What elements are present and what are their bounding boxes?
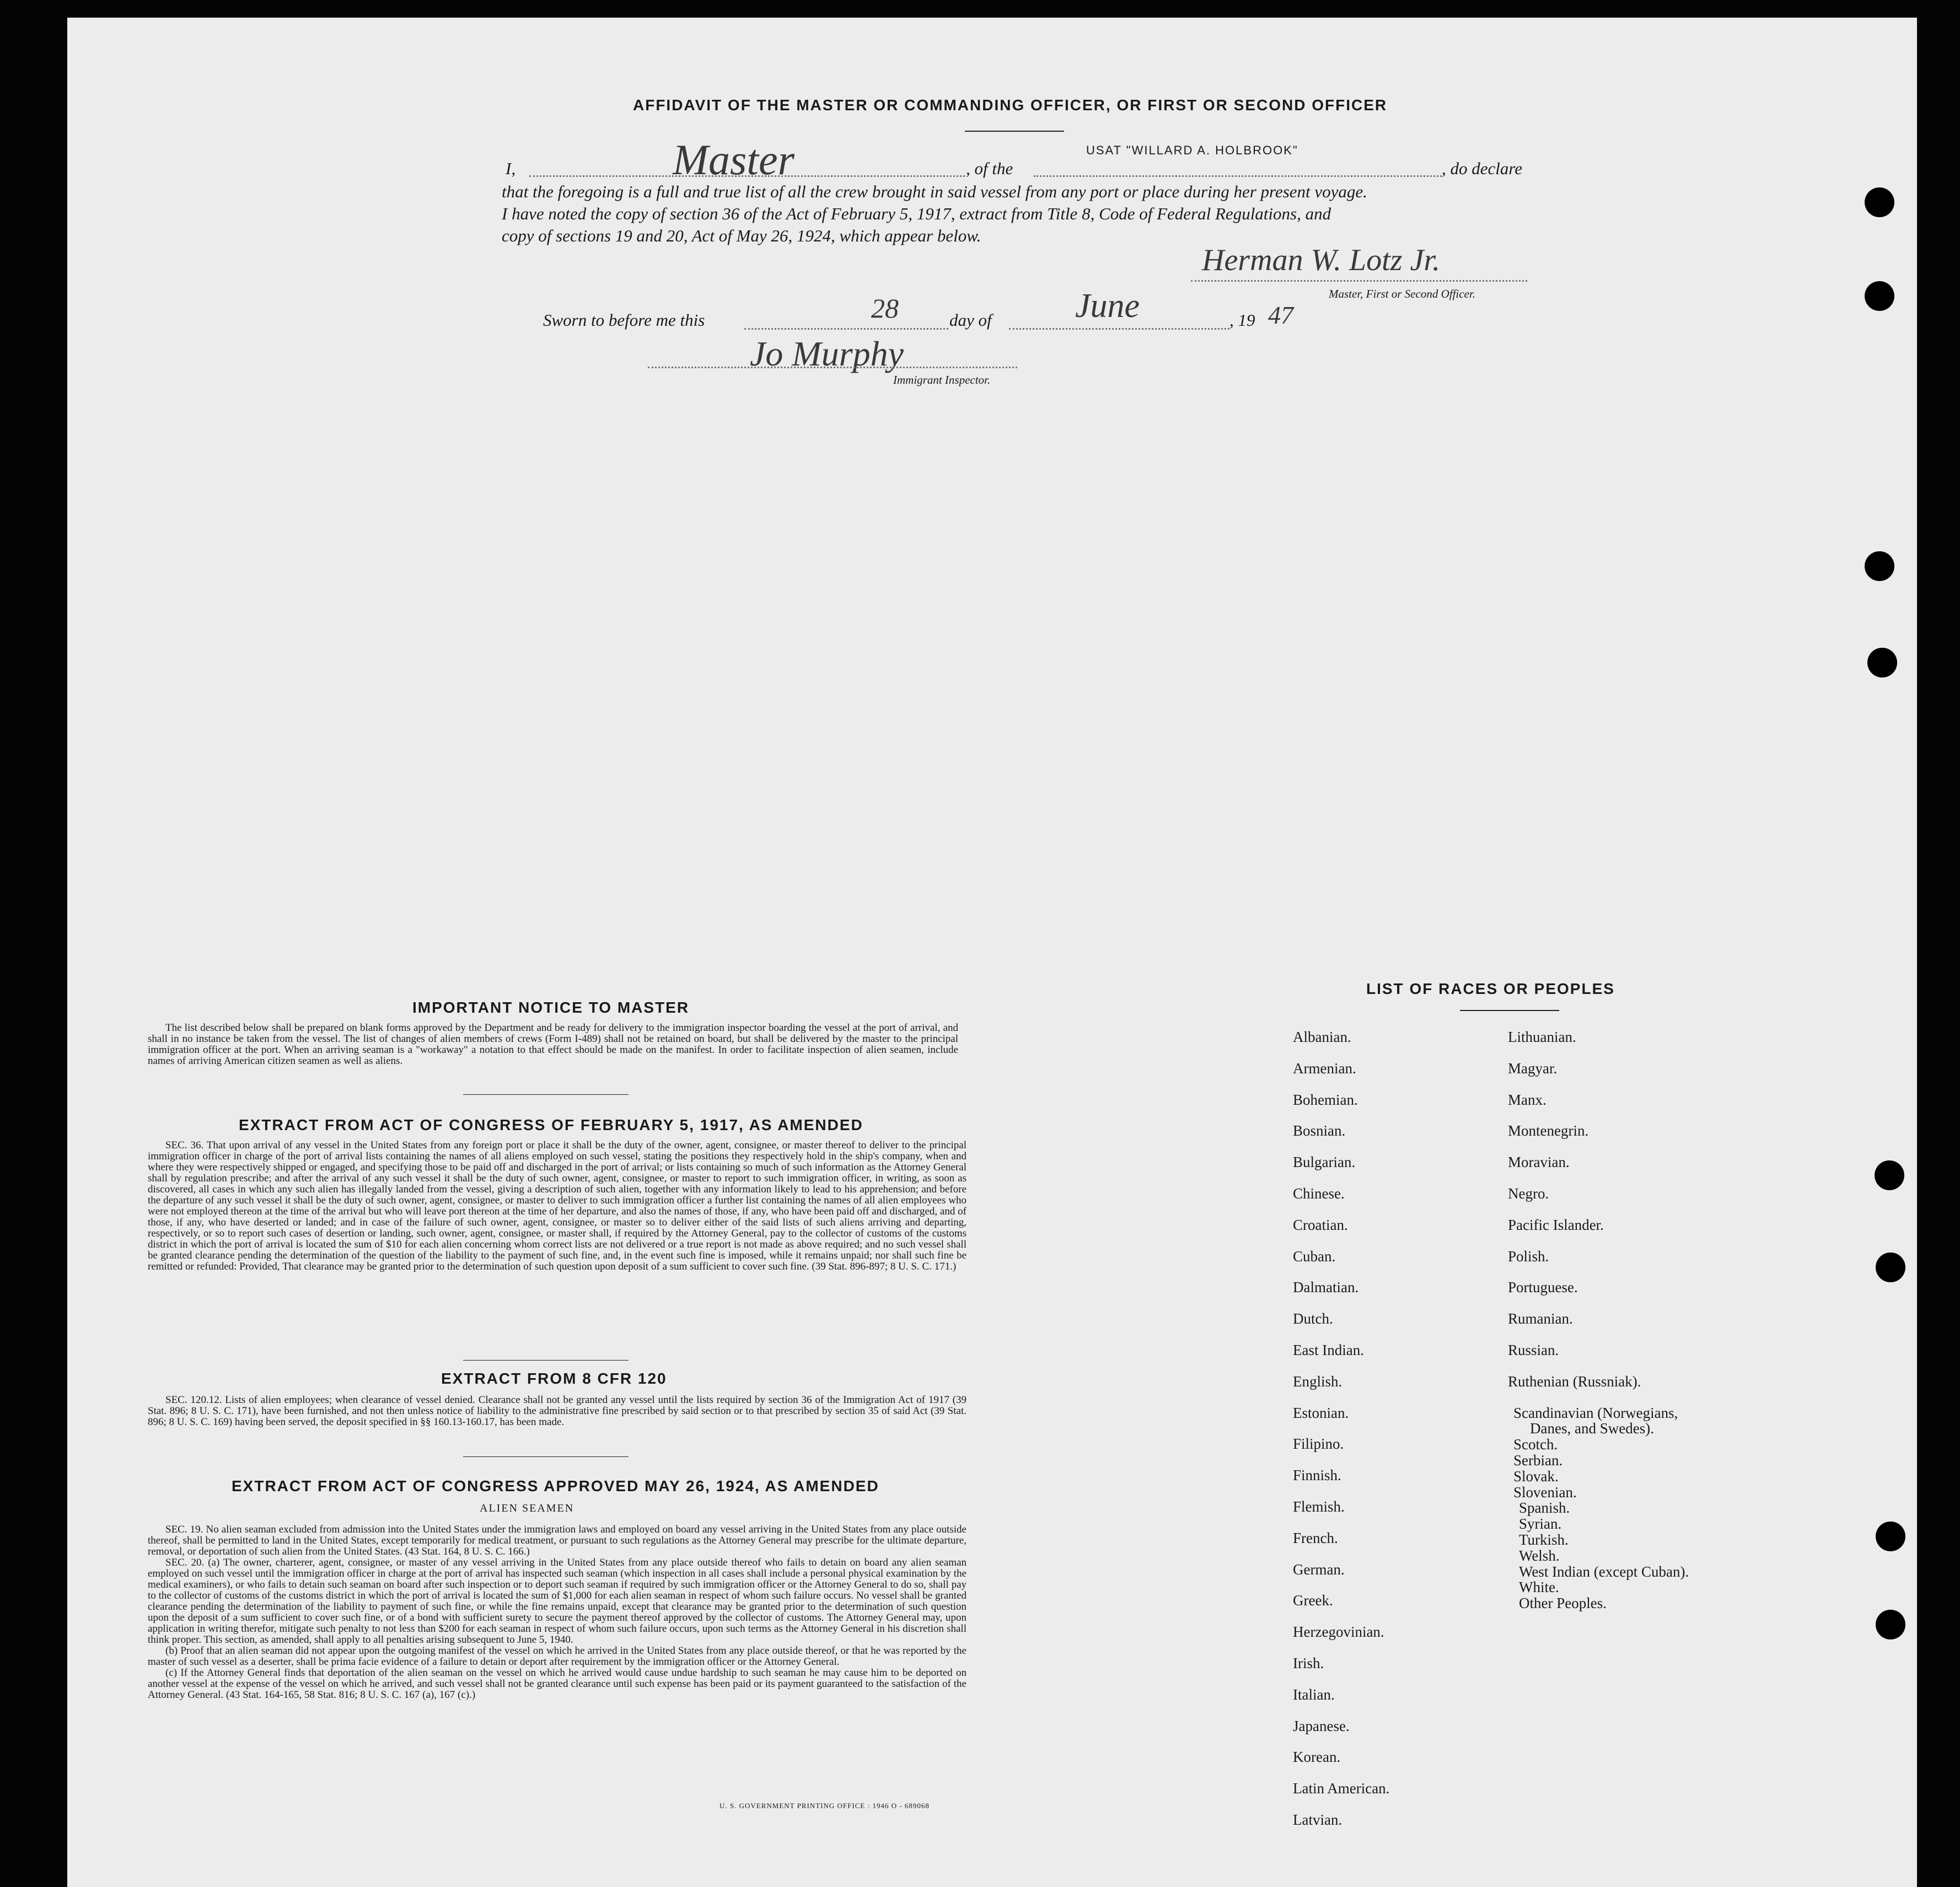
affidavit-line2: that the foregoing is a full and true list of all the crew brought in said vessel from any port or place during her present voyage. — [502, 182, 1367, 201]
punch-hole — [1876, 1610, 1905, 1639]
race-item: English. — [1293, 1373, 1343, 1390]
race-item: Japanese. — [1293, 1717, 1350, 1734]
race-item: Montenegrin. — [1508, 1122, 1589, 1139]
notice-paragraph: The list described below shall be prepared on blank forms approved by the Department and be ready for delivery to the immigration inspector boarding the vessel at the port of arrival, and shall in no instance be taken from the vessel. The list of changes of alien members of crews (Form I-489) shall not be retained on board, but shall be delivered by the master to the principal immigration officer at the port. When an arriving seaman is a "workaway" a notation to that effect should be made on the manifest. In order to facilitate inspection of alien seamen, include names of arriving American citizen seamen as well as aliens. — [148, 1022, 958, 1067]
race-item: Turkish. — [1519, 1531, 1569, 1548]
race-item: Dutch. — [1293, 1310, 1333, 1327]
day-of-text: day of — [949, 310, 992, 330]
race-item: Danes, and Swedes). — [1530, 1420, 1654, 1437]
sworn-text: Sworn to before me this — [543, 310, 705, 330]
race-item: Korean. — [1293, 1749, 1341, 1766]
vessel-line — [1034, 164, 1442, 177]
race-item: Chinese. — [1293, 1185, 1345, 1202]
race-item: Moravian. — [1508, 1154, 1570, 1171]
section-rule — [463, 1360, 629, 1361]
races-rule — [1460, 1010, 1559, 1011]
punch-hole — [1865, 281, 1894, 311]
race-item: Cuban. — [1293, 1248, 1336, 1265]
day-line — [744, 317, 948, 330]
races-title: LIST OF RACES OR PEOPLES — [1366, 980, 1615, 997]
notice-text — [148, 1023, 958, 1067]
section-rule — [463, 1094, 629, 1095]
race-item: White. — [1519, 1579, 1559, 1596]
year-prefix: , 19 — [1229, 310, 1255, 330]
race-item: Scotch. — [1513, 1436, 1558, 1453]
race-item: Irish. — [1293, 1655, 1324, 1671]
race-item: French. — [1293, 1529, 1338, 1546]
extract-1924-subtitle: ALIEN SEAMEN — [480, 1502, 574, 1514]
year-handwritten: 47 — [1268, 301, 1293, 329]
inspector-line — [648, 361, 1017, 368]
rank-handwritten: Master — [673, 136, 794, 184]
extract-1917-text — [148, 1140, 966, 1272]
extract-1917-paragraph: SEC. 36. That upon arrival of any vessel in the United States from any foreign port or place it shall be the duty of the owner, agent, consignee, or master thereof to deliver to the principal immigration officer in charge of the port of arrival lists containing the names of all aliens employed on such vessel, stating the positions they respectively hold in the ship's company, when and where they were respectively shipped or engaged, and specifying those to be paid off and discharged in the port of arrival; or lists containing so much of such information as the Attorney General shall by regulation prescribe; and after the arrival of any such vessel it shall be the duty of such owner, agent, consignee, or master to report to such immigration officer, in writing, as soon as discovered, all cases in which any such alien has illegally landed from the vessel, giving a description of such alien, together with any information likely to lead to his apprehension; and before the departure of any such vessel it shall be the duty of such owner, agent, consignee, or master to deliver to such immigration officer a further list containing the names of all alien employees who were not employed thereon at the time of the arrival but who will leave port thereon at the time of her departure, and also the names of those, if any, who have been paid off and discharged, and of those, if any, who have deserted or landed; and in case of the failure of such owner, agent, consignee, or master so to deliver either of the said lists of such aliens arriving and departing, respectively, or so to report such cases of desertion or landing, such owner, agent, consignee, or master shall, if required by the Attorney General, pay to the collector of customs of the customs district in which the port of arrival is located the sum of $10 for each alien concerning whom correct lists are not delivered or a true report is not made as above required; and no such vessel shall be granted clearance pending the determination of the question of the liability to the payment of such fine, and, in the event such fine is imposed, while it remains unpaid; nor shall such fine be remitted or refunded: Provided, That clearance may be granted prior to the determination of such question upon deposit of a sum sufficient to cover such fine. (39 Stat. 896-897; 8 U. S. C. 171.) — [148, 1139, 966, 1272]
race-item: Slovenian. — [1513, 1483, 1577, 1501]
inspector-caption: Immigrant Inspector. — [893, 373, 991, 386]
race-item: Bohemian. — [1293, 1091, 1358, 1108]
punch-hole — [1865, 187, 1894, 217]
punch-hole — [1867, 648, 1897, 678]
race-item: Ruthenian (Russniak). — [1508, 1373, 1641, 1390]
extract-1917-title: EXTRACT FROM ACT OF CONGRESS OF FEBRUARY 5, 1917, AS AMENDED — [239, 1116, 863, 1133]
punch-hole — [1875, 1160, 1904, 1190]
extract-1924-text — [148, 1524, 966, 1701]
race-item: Estonian. — [1293, 1404, 1349, 1421]
extract-1924-title: EXTRACT FROM ACT OF CONGRESS APPROVED MAY 26, 1924, AS AMENDED — [232, 1477, 879, 1494]
race-item: Rumanian. — [1508, 1310, 1573, 1327]
race-item: Serbian. — [1513, 1452, 1563, 1469]
punch-hole — [1876, 1522, 1905, 1551]
extract-1924-paragraph: (c) If the Attorney General finds that deportation of the alien seaman on the vessel on which he arrived would cause undue hardship to such seaman he may cause him to be deported on another vessel at the expense of the vessel on which he arrived, and such vessel shall not be granted clearance until such expense has been paid or its payment guaranteed to the satisfaction of the Attorney General. (43 Stat. 164-165, 58 Stat. 816; 8 U. S. C. 167 (a), 167 (c).) — [148, 1667, 966, 1701]
printer-imprint: U. S. GOVERNMENT PRINTING OFFICE : 1946 O - 689068 — [719, 1802, 930, 1810]
race-item: Spanish. — [1519, 1499, 1570, 1517]
race-item: German. — [1293, 1561, 1345, 1578]
punch-hole — [1865, 551, 1894, 581]
race-item: Magyar. — [1508, 1060, 1558, 1077]
race-item: Italian. — [1293, 1686, 1335, 1703]
race-item: Latin American. — [1293, 1780, 1390, 1797]
race-item: Armenian. — [1293, 1060, 1356, 1077]
month-handwritten: June — [1075, 287, 1140, 325]
race-item: Pacific Islander. — [1508, 1216, 1604, 1233]
race-item: Bulgarian. — [1293, 1154, 1356, 1171]
race-item: Albanian. — [1293, 1029, 1351, 1045]
master-signature: Herman W. Lotz Jr. — [1202, 243, 1440, 277]
extract-1924-paragraph: (b) Proof that an alien seaman did not appear upon the outgoing manifest of the vessel on which he arrived in the United States from any place outside thereof, or that he was reported by the master of such vessel as a deserter, shall be prima facie evidence of a failure to detain or deport after requirement by the immigration officer or the Attorney General. — [148, 1645, 966, 1668]
race-item: Bosnian. — [1293, 1122, 1346, 1139]
extract-1924-paragraph: SEC. 20. (a) The owner, charterer, agent, consignee, or master of any vessel arriving in the United States from any place outside thereof who fails to detain on board any alien seaman employed on such vessel until the immigration officer in charge at the port of arrival has inspected such seaman (which inspection in all cases shall include a personal physical examination by the medical examiners), or who fails to detain such seaman on board after such inspection or to deport such seaman if required by such immigration officer or the Attorney General to do so, shall pay to the collector of customs of the customs district in which the port of arrival is located the sum of $1,000 for each alien seaman in respect of whom such failure occurs. No vessel shall be granted clearance pending the determination of the liability to payment of such fine, or while the fine remains unpaid, except that clearance may be granted prior to the determination of such question upon the deposit of a sum sufficient to cover such fine, or of a bond with sufficient surety to secure the payment thereof approved by the collector of customs. The Attorney General may, upon application in writing therefor, mitigate such penalty to not less than $200 for each seaman in respect of whom such failure occurs, upon such terms as the Attorney General in his discretion shall think proper. This section, as amended, shall apply to all penalties arising subsequent to June 5, 1940. — [148, 1557, 966, 1646]
day-handwritten: 28 — [871, 293, 899, 324]
affidavit-line4: copy of sections 19 and 20, Act of May 26, 1924, which appear below. — [502, 226, 981, 245]
race-item: Latvian. — [1293, 1811, 1343, 1828]
race-item: Syrian. — [1519, 1515, 1562, 1533]
extract-cfr-title: EXTRACT FROM 8 CFR 120 — [441, 1370, 667, 1387]
race-item: Welsh. — [1519, 1547, 1560, 1564]
affidavit-title: AFFIDAVIT OF THE MASTER OR COMMANDING OFFICER, OR FIRST OR SECOND OFFICER — [633, 96, 1388, 114]
race-item: West Indian (except Cuban). — [1519, 1563, 1689, 1580]
race-item: Greek. — [1293, 1592, 1333, 1609]
race-item: Herzegovinian. — [1293, 1623, 1384, 1641]
race-item: Lithuanian. — [1508, 1029, 1576, 1045]
extract-1924-paragraph: SEC. 19. No alien seaman excluded from admission into the United States under the immigration laws and employed on board any vessel arriving in the United States from any place outside thereof, shall be permitted to land in the United States, except temporarily for medical treatment, or pursuant to such regulations as the Attorney General may prescribe for the ultimate departure, removal, or deportation of such alien from the United States. (43 Stat. 164, 8 U. S. C. 166.) — [148, 1524, 966, 1557]
race-item: Scandinavian (Norwegians, — [1513, 1404, 1678, 1421]
race-item: Dalmatian. — [1293, 1279, 1359, 1296]
race-item: Manx. — [1508, 1091, 1546, 1108]
race-item: Polish. — [1508, 1248, 1549, 1265]
section-rule — [463, 1456, 629, 1457]
race-item: Croatian. — [1293, 1216, 1348, 1233]
notice-title: IMPORTANT NOTICE TO MASTER — [412, 999, 690, 1016]
affidavit-i: I, — [506, 159, 516, 178]
race-item: Portuguese. — [1508, 1279, 1578, 1296]
officer-caption: Master, First or Second Officer. — [1329, 287, 1475, 300]
race-item: Slovak. — [1513, 1467, 1559, 1485]
race-item: Negro. — [1508, 1185, 1549, 1202]
title-rule — [965, 131, 1064, 132]
punch-hole — [1876, 1252, 1905, 1282]
race-item: East Indian. — [1293, 1342, 1364, 1358]
of-the-text: , of the — [966, 159, 1013, 178]
affidavit-line3: I have noted the copy of section 36 of the Act of February 5, 1917, extract from Title 8, Code of Federal Regulations, and — [502, 204, 1331, 223]
race-item: Finnish. — [1293, 1467, 1341, 1484]
extract-cfr-paragraph: SEC. 120.12. Lists of alien employees; when clearance of vessel denied. Clearance shall not be granted any vessel until the lists required by section 36 of the Immigration Act of 1917 (39 Stat. 896; 8 U. S. C. 171), have been furnished, and not then unless notice of liability to the administrative fine prescribed by said section or to that prescribed by section 35 of said Act (39 Stat. 896; 8 U. S. C. 169) having been served, the deposit specified in §§ 160.13-160.17, has been made. — [148, 1394, 966, 1428]
vessel-name: USAT "WILLARD A. HOLBROOK" — [1086, 143, 1298, 157]
race-item: Flemish. — [1293, 1498, 1345, 1515]
race-item: Other Peoples. — [1519, 1595, 1607, 1612]
race-item: Russian. — [1508, 1342, 1559, 1358]
do-declare-text: , do declare — [1442, 159, 1523, 178]
race-item: Filipino. — [1293, 1436, 1344, 1453]
inspector-signature: Jo Murphy — [750, 334, 904, 373]
signature-line — [1191, 275, 1527, 282]
extract-cfr-text — [148, 1395, 966, 1428]
